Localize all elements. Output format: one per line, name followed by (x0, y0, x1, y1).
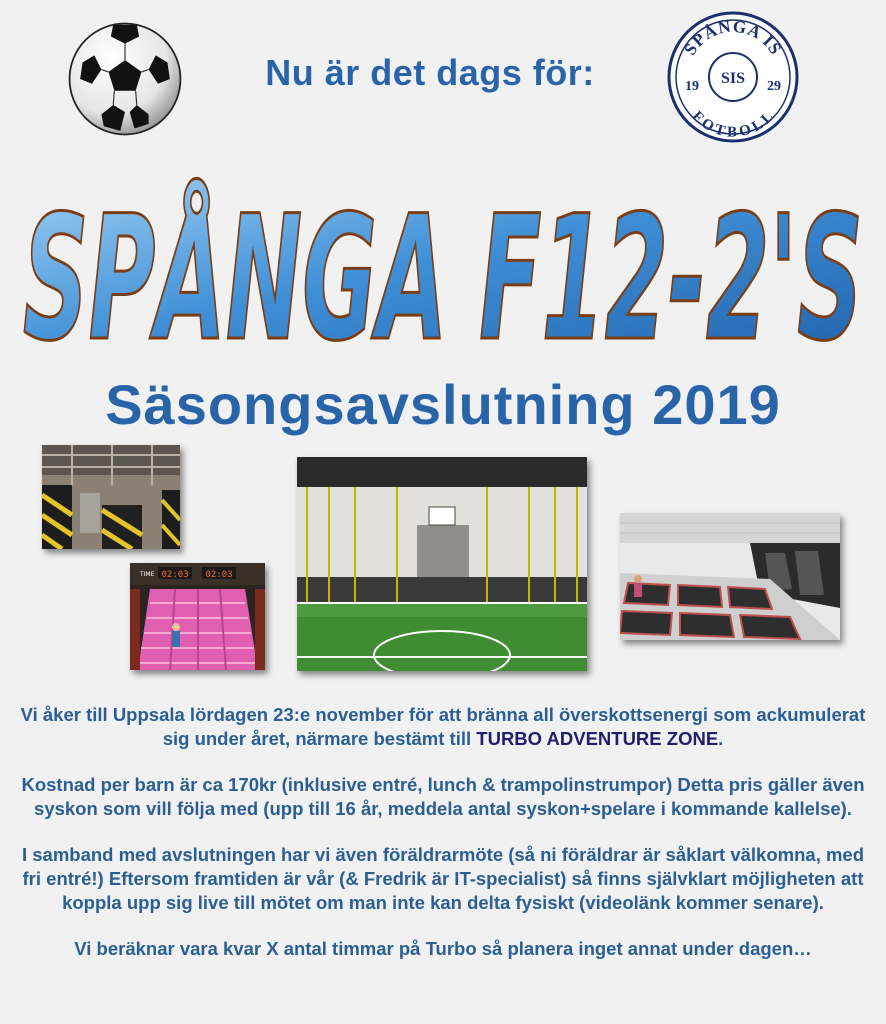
scoreboard-left: 02:03 (161, 570, 189, 580)
soccer-ball-icon (66, 20, 184, 138)
photo-slide-race (130, 563, 265, 670)
badge-year-left: 19 (685, 79, 699, 94)
scoreboard-right: 02:03 (205, 570, 233, 580)
main-title-text: SPÅNGA F12-2'S (23, 178, 864, 372)
venue-name: TURBO ADVENTURE ZONE (476, 728, 719, 749)
paragraph-meeting: I samband med avslutningen har vi även föräldrarmöte (så ni föräldrar är såklart välkomna, med fri entré!) Eftersom framtiden är vår (& Fredrik är IT-specialist) så finns självklart möjligheten att koppla upp sig live till mötet om man inte kan delta fysiskt (videolänk kommer senare). (21, 844, 865, 913)
paragraph-cost: Kostnad per barn är ca 170kr (inklusive entré, lunch & trampolinstrumpor) Detta pris gäller även syskon som vill följa med (upp till 16 år, meddela antal syskon+spelare i kommande kallelse). (21, 774, 865, 819)
badge-top-text: SPÅNGA IS (680, 16, 786, 59)
main-title (0, 142, 886, 372)
badge-year-right: 29 (767, 79, 781, 94)
subtitle: Säsongsavslutning 2019 (105, 373, 781, 436)
badge-bottom-text: FOTBOLL (688, 108, 778, 141)
paragraph-duration: Vi beräknar vara kvar X antal timmar på Turbo så planera inget annat under dagen… (74, 938, 812, 959)
badge-monogram: SIS (720, 70, 746, 87)
club-badge-logo (666, 10, 800, 144)
scoreboard-label-left: TIME (140, 571, 155, 578)
photo-football-court (297, 457, 587, 671)
intro-heading: Nu är det dags för: (265, 52, 595, 93)
paragraph-trip (14, 703, 872, 751)
paragraph-trip-text: Vi åker till Uppsala lördagen 23:e november för att bränna all överskottsenergi som ackumulerat sig under året, närmare bestämt till (20, 704, 866, 749)
photo-trampoline-park (620, 513, 840, 640)
photo-obstacle-course (42, 445, 180, 549)
body-text (14, 703, 872, 983)
paragraph-trip-end: . (718, 728, 724, 749)
